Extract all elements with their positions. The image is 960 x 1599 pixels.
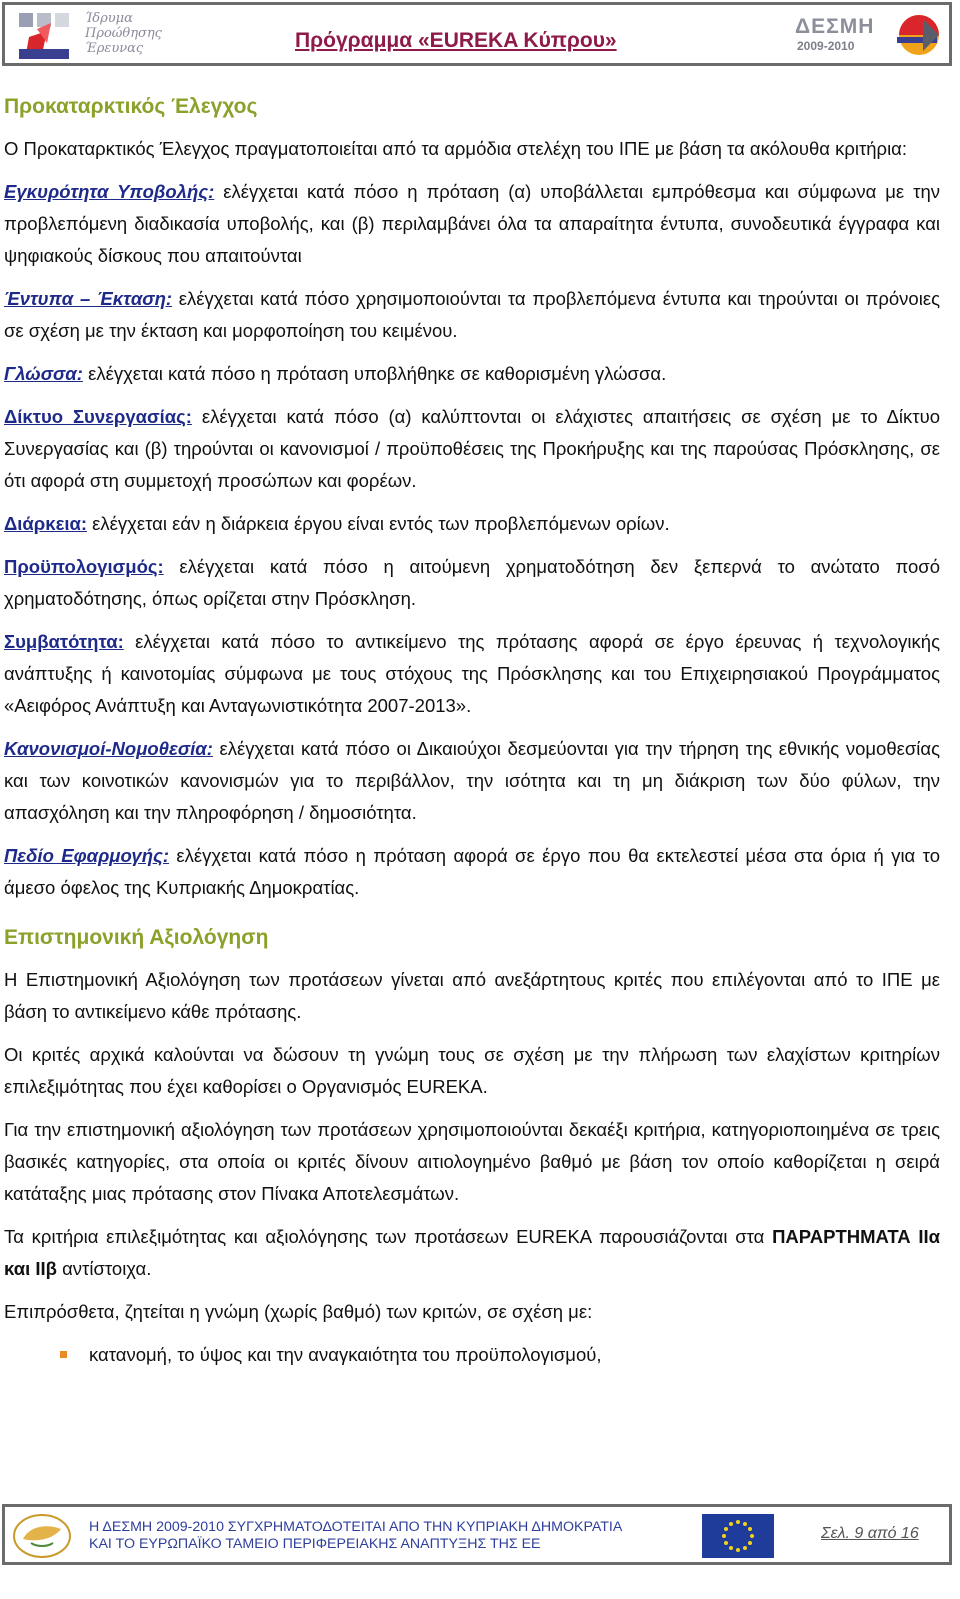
criterion-term: Κανονισμοί-Νομοθεσία:	[4, 738, 213, 759]
preliminary-check-intro: Ο Προκαταρκτικός Έλεγχος πραγματοποιείται από τα αρμόδια στελέχη του ΙΠΕ με βάση τα ακόλουθα κριτήρια:	[4, 138, 908, 159]
criterion-text: ελέγχεται κατά πόσο η πρόταση (α) υποβάλλεται εμπρόθεσμα και σύμφωνα με την προβλεπόμενη διαδικασία υποβολής, και (β) περιλαμβάνει όλα τα απαραίτητα έντυπα, συνοδευτικά έγγραφα και ψηφιακούς δίσκους που απαιτούνται	[4, 181, 940, 266]
evaluation-paragraph-1: Η Επιστημονική Αξιολόγηση των προτάσεων γίνεται από ανεξάρτητους κριτές που επιλέγονται από το ΙΠΕ με βάση το αντικείμενο κάθε πρότασης.	[4, 969, 940, 1022]
bullet-icon	[60, 1351, 67, 1358]
criterion-text: ελέγχεται κατά πόσο η αιτούμενη χρηματοδότηση δεν ξεπερνά το ανώτατο ποσό χρηματοδότησης, όπως ορίζεται στην Πρόσκληση.	[4, 556, 940, 609]
document-body	[4, 95, 940, 1371]
logo-line-1: Ίδρυμα	[85, 11, 133, 26]
footer-funding-text	[89, 1519, 622, 1553]
logo-line-3: Έρευνας	[85, 41, 144, 56]
page-number: Σελ. 9 από 16	[821, 1525, 919, 1542]
criterion-cooperation-network	[4, 401, 940, 497]
evaluation-paragraph-3: Για την επιστημονική αξιολόγηση των προτάσεων χρησιμοποιούνται δεκαέξι κριτήρια, κατηγοριοποιημένα σε τρεις βασικές κατηγορίες, στα οποία οι κριτές δίνουν αιτιολογημένο βαθμό με βάση τον οποίο καθορίζεται η σειρά κατάταξης μιας πρότασης στον Πίνακα Αποτελεσμάτων.	[4, 1119, 940, 1204]
criterion-submission-validity	[4, 176, 940, 272]
criterion-term: Γλώσσα:	[4, 363, 83, 384]
criterion-text: ελέγχεται κατά πόσο (α) καλύπτονται οι ελάχιστες απαιτήσεις σε σχέση με το Δίκτυο Συνεργασίας και (β) τηρούνται οι κανονισμοί / προϋποθέσεις της Προκήρυξης και της παρούσας Πρόσκλησης, σε ότι αφορά στη συμμετοχή προσώπων και φορέων.	[4, 406, 940, 491]
desmi-logo-years: 2009-2010	[797, 39, 855, 53]
criterion-language	[4, 358, 940, 390]
opinion-intro: Επιπρόσθετα, ζητείται η γνώμη (χωρίς βαθμό) των κριτών, σε σχέση με:	[4, 1301, 593, 1322]
cyprus-emblem-icon	[11, 1513, 73, 1559]
desmi-logo	[793, 9, 943, 61]
list-item-text: κατανομή, το ύψος και την αναγκαιότητα του προϋπολογισμού,	[89, 1344, 602, 1365]
logo-line-2: Προώθησης	[85, 26, 162, 41]
criterion-duration	[4, 508, 940, 540]
page-footer	[2, 1504, 952, 1565]
criterion-budget	[4, 551, 940, 615]
ipe-logo	[17, 9, 167, 63]
criterion-compatibility	[4, 626, 940, 722]
criterion-text: ελέγχεται κατά πόσο χρησιμοποιούνται τα προβλεπόμενα έντυπα και τηρούνται οι πρόνοιες σε σχέση με την έκταση και μορφοποίηση του κειμένου.	[4, 288, 940, 341]
criterion-regulations	[4, 733, 940, 829]
criterion-text: ελέγχεται κατά πόσο οι Δικαιούχοι δεσμεύονται για την τήρηση της εθνικής νομοθεσίας και των κοινοτικών κανονισμών για το περιβάλλον, την ισότητα και τη μη διάκριση των δύο φύλων, την απασχόληση και την πληροφόρηση / δημοσιότητα.	[4, 738, 940, 823]
annex-reference	[4, 1221, 940, 1285]
criterion-text: ελέγχεται κατά πόσο η πρόταση υποβλήθηκε σε καθορισμένη γλώσσα.	[82, 363, 667, 384]
criterion-term: Συμβατότητα:	[4, 631, 124, 652]
program-title[interactable]: Πρόγραμμα «EUREKA Κύπρου»	[295, 29, 617, 52]
footer-line-1: Η ΔΕΣΜΗ 2009-2010 ΣΥΓΧΡΗΜΑΤΟΔΟΤΕΙΤΑΙ ΑΠΟ ΤΗΝ ΚΥΠΡΙΑΚΗ ΔΗΜΟΚΡΑΤΙΑ	[89, 1519, 623, 1535]
criterion-term: Πεδίο Εφαρμογής:	[4, 845, 170, 866]
criterion-text: ελέγχεται κατά πόσο το αντικείμενο της πρότασης αφορά σε έργο έρευνας ή τεχνολογικής ανάπτυξης ή καινοτομίας σύμφωνα με τους στόχους της Πρόσκλησης και του Επιχειρησιακού Προγράμματος «Αειφόρος Ανάπτυξη και Ανταγωνιστικότητα 2007-2013».	[4, 631, 940, 716]
page-header	[2, 2, 952, 66]
desmi-logo-mark-icon	[893, 11, 941, 59]
ipe-logo-mark	[17, 9, 77, 63]
criterion-term: Διάρκεια:	[4, 513, 88, 534]
criterion-term: Εγκυρότητα Υποβολής:	[4, 181, 215, 202]
criterion-scope	[4, 840, 940, 904]
desmi-logo-text: ΔΕΣΜΗ	[795, 15, 875, 38]
footer-line-2: ΚΑΙ ΤΟ ΕΥΡΩΠΑΪΚΟ ΤΑΜΕΙΟ ΠΕΡΙΦΕΡΕΙΑΚΗΣ ΑΝΑΠΤΥΞΗΣ ΤΗΣ ΕΕ	[89, 1536, 541, 1552]
annex-text: Τα κριτήρια επιλεξιμότητας και αξιολόγησης των προτάσεων EUREKA παρουσιάζονται στα	[4, 1226, 773, 1247]
criterion-text: ελέγχεται εάν η διάρκεια έργου είναι εντός των προβλεπόμενων ορίων.	[87, 513, 670, 534]
criterion-term: Έντυπα – Έκταση:	[4, 288, 173, 309]
section-heading-preliminary-check: Προκαταρκτικός Έλεγχος	[4, 95, 258, 118]
evaluation-paragraph-2: Οι κριτές αρχικά καλούνται να δώσουν τη γνώμη τους σε σχέση με την πλήρωση των ελαχίστων κριτηρίων επιλεξιμότητας που έχει καθορίσει ο Οργανισμός EUREKA.	[4, 1044, 940, 1097]
list-item	[4, 1339, 940, 1371]
annex-link: ΠΑΡΑΡΤΗΜΑΤΑ IIα και IIβ	[4, 1226, 940, 1279]
criterion-term: Δίκτυο Συνεργασίας:	[4, 406, 192, 427]
ipe-logo-text	[85, 11, 175, 56]
annex-text-end: αντίστοιχα.	[56, 1258, 152, 1279]
criterion-term: Προϋπολογισμός:	[4, 556, 164, 577]
section-heading-scientific-evaluation: Επιστημονική Αξιολόγηση	[4, 926, 269, 949]
eu-flag-icon	[702, 1514, 774, 1558]
criterion-text: ελέγχεται κατά πόσο η πρόταση αφορά σε έργο που θα εκτελεστεί μέσα στα όρια ή για το άμεσο όφελος της Κυπριακής Δημοκρατίας.	[4, 845, 940, 898]
criterion-forms-length	[4, 283, 940, 347]
